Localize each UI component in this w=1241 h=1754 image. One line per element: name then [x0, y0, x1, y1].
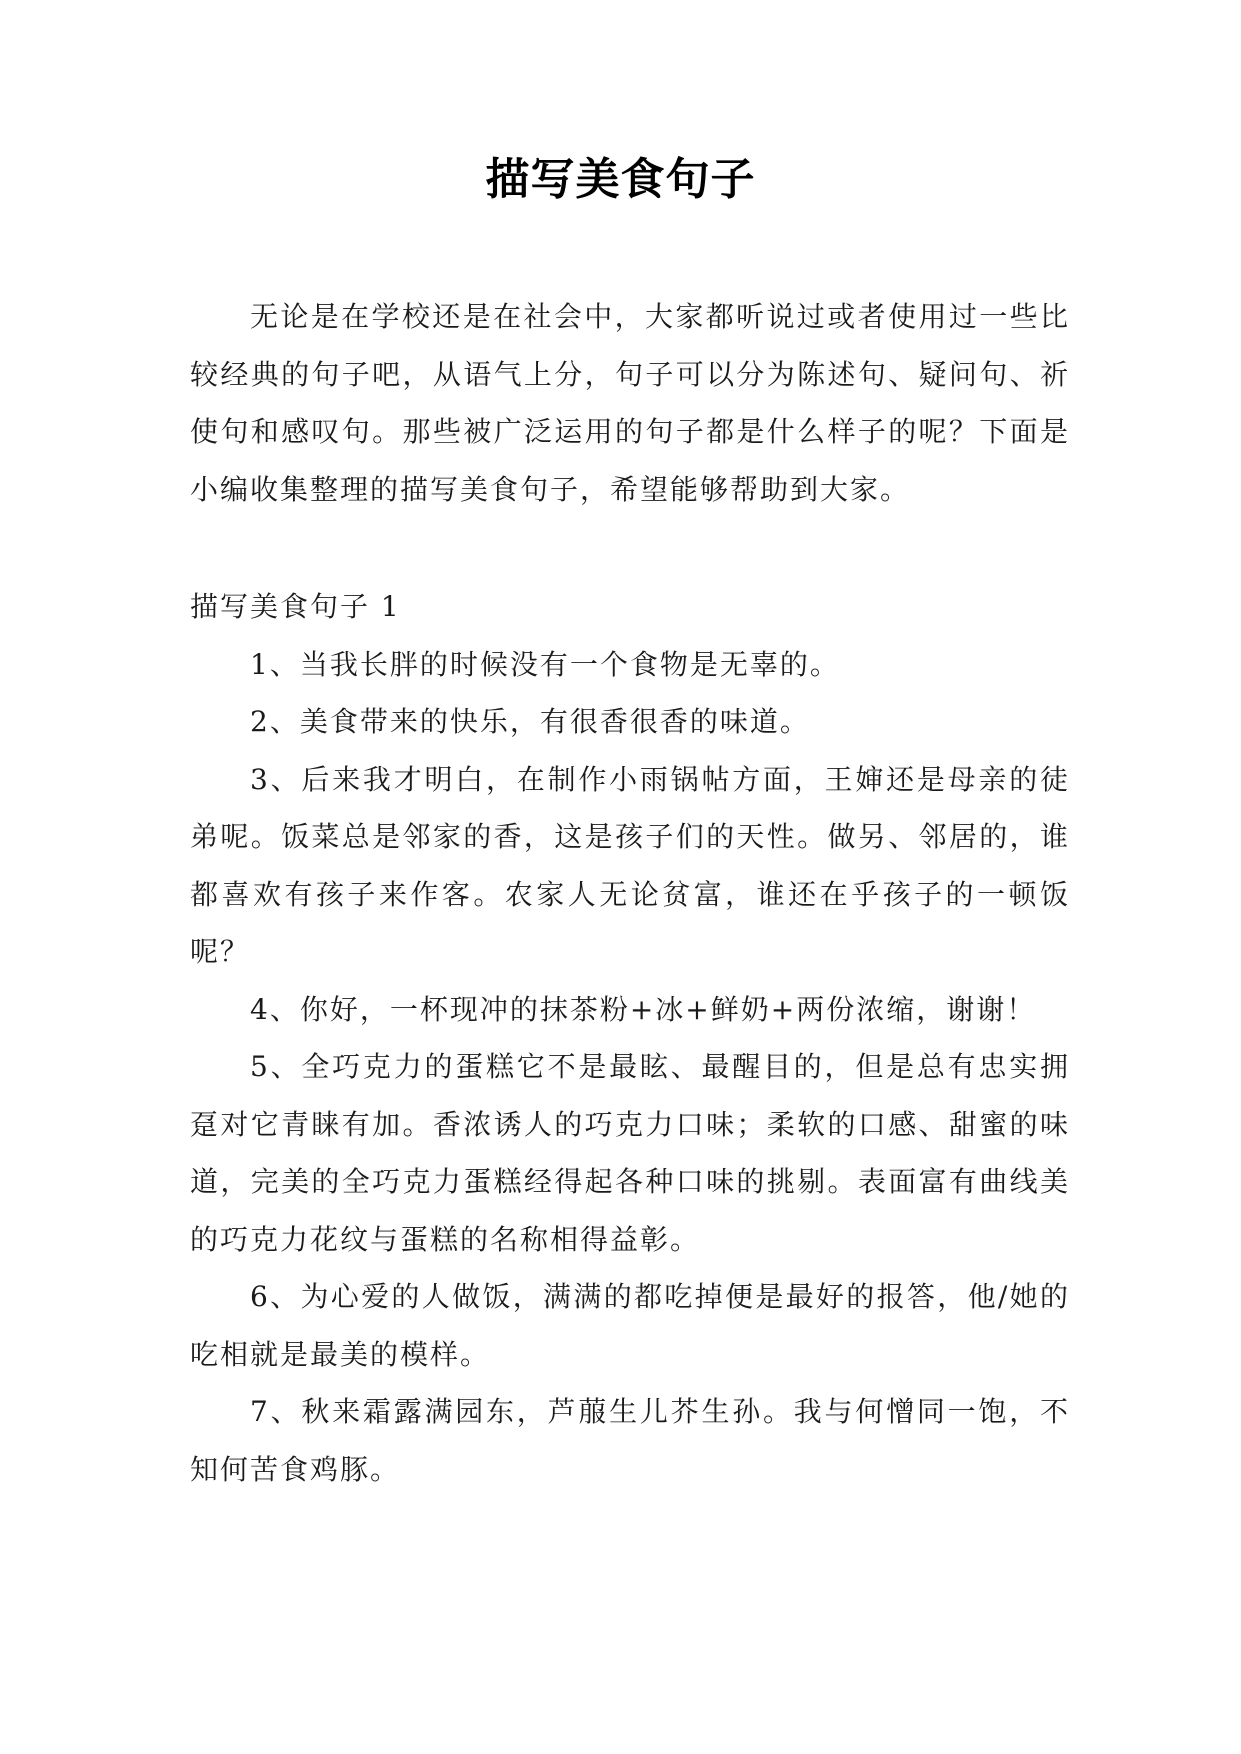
list-item: 5、全巧克力的蛋糕它不是最眩、最醒目的，但是总有忠实拥趸对它青睐有加。香浓诱人的巧克力口味；柔软的口感、甜蜜的味道，完美的全巧克力蛋糕经得起各种口味的挑剔。表面富有曲线美的巧克力花纹与蛋糕的名称相得益彰。: [190, 1050, 1070, 1256]
list-item: 6、为心爱的人做饭，满满的都吃掉便是最好的报答，他/她的吃相就是最美的模样。: [190, 1280, 1070, 1371]
list-item: 4、你好，一杯现冲的抹茶粉+冰+鲜奶+两份浓缩，谢谢！: [250, 992, 1037, 1026]
list-item: 1、当我长胖的时候没有一个食物是无辜的。: [250, 647, 840, 681]
list-item: 3、后来我才明白，在制作小雨锅帖方面，王婶还是母亲的徒弟呢。饭菜总是邻家的香，这是孩子们的天性。做另、邻居的，谁都喜欢有孩子来作客。农家人无论贫富，谁还在乎孩子的一顿饭呢？: [190, 762, 1070, 968]
list-item: 2、美食带来的快乐，有很香很香的味道。: [250, 705, 810, 738]
section-heading: 描写美食句子 1: [190, 590, 401, 623]
document-title: 描写美食句子: [485, 154, 756, 205]
document-body: [190, 288, 1070, 1498]
list-item: 7、秋来霜露满园东，芦菔生儿芥生孙。我与何憎同一饱，不知何苦食鸡豚。: [190, 1395, 1070, 1486]
intro-paragraph: 无论是在学校还是在社会中，大家都听说过或者使用过一些比较经典的句子吧，从语气上分，句子可以分为陈述句、疑问句、祈使句和感叹句。那些被广泛运用的句子都是什么样子的呢？下面是小编收集整理的描写美食句子，希望能够帮助到大家。: [190, 300, 1070, 506]
